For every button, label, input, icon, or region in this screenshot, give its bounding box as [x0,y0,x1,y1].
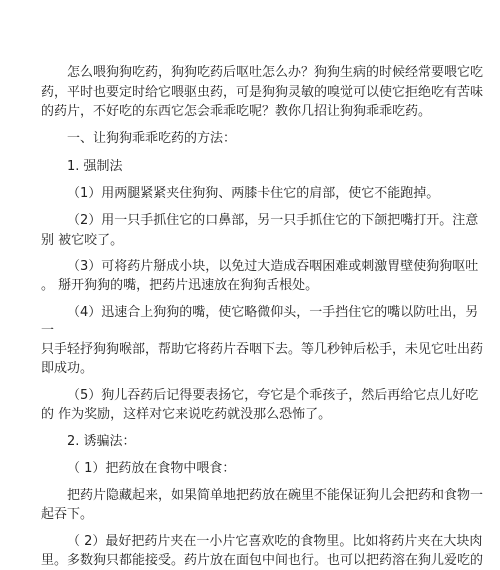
text-line: 的药片，不好吃的东西它怎会乖乖吃呢？教你几招让狗狗乖乖吃药。 [41,104,432,119]
text-line: 的 作为奖励，这样对它来说吃药就没那么恐怖了。 [41,407,332,422]
text-line: （4）迅速合上狗狗的嘴，使它略微仰头，一手挡住它的嘴以防吐出，另 [67,305,479,320]
text-line: 药，平时也要定时给它喂驱虫药，可是狗狗灵敏的嗅觉可以使它拒绝吃有苦味 [41,85,484,100]
text-line: 起吞下。 [41,507,94,522]
text-line: 。 掰开狗狗的嘴，把药片迅速放在狗狗舌根处。 [41,278,319,293]
text-line: （ 1）把药放在食物中喂食： [67,461,236,476]
text-line: 把药片隐藏起来，如果简单地把药放在碗里不能保证狗儿会把药和食物一 [67,488,484,503]
text-line: 别 被它咬了。 [41,233,124,248]
text-line: 一 [41,323,55,338]
text-line: 怎么喂狗狗吃药，狗狗吃药后呕吐怎么办？狗狗生病的时候经常要喂它吃 [67,65,484,80]
text-line: 只手轻抒狗狗喉部，帮助它将药片吞咽下去。等几秒钟后松手，未见它吐出药 [41,342,484,357]
text-line: （2）用一只手抓住它的口鼻部，另一只手抓住它的下颌把嘴打开。注意 [67,213,479,228]
text-line: （1）用两腿紧紧夹住狗狗、两膝卡住它的肩部，使它不能跑掉。 [67,186,440,201]
subsection-heading: 2. 诱骗法： [67,434,136,449]
text-line: 即成功。 [41,361,94,376]
subsection-heading: 1. 强制法 [67,159,123,174]
section-heading: 一、让狗狗乖乖吃药的方法： [67,131,237,146]
text-line: （ 2）最好把药片夹在一小片它喜欢吃的食物里。比如将药片夹在大块肉 [67,534,483,549]
text-line: （3）可将药片掰成小块，以免过大造成吞咽困难或刺激胃壁使狗狗呕吐 [67,259,479,274]
text-line: （5）狗儿吞药后记得要表扬它，夸它是个乖孩子，然后再给它点儿好吃 [67,388,479,403]
text-line: 里。多数狗只都能接受。药片放在面包中间也行。也可以把药溶在狗儿爱吃的 [41,553,484,568]
